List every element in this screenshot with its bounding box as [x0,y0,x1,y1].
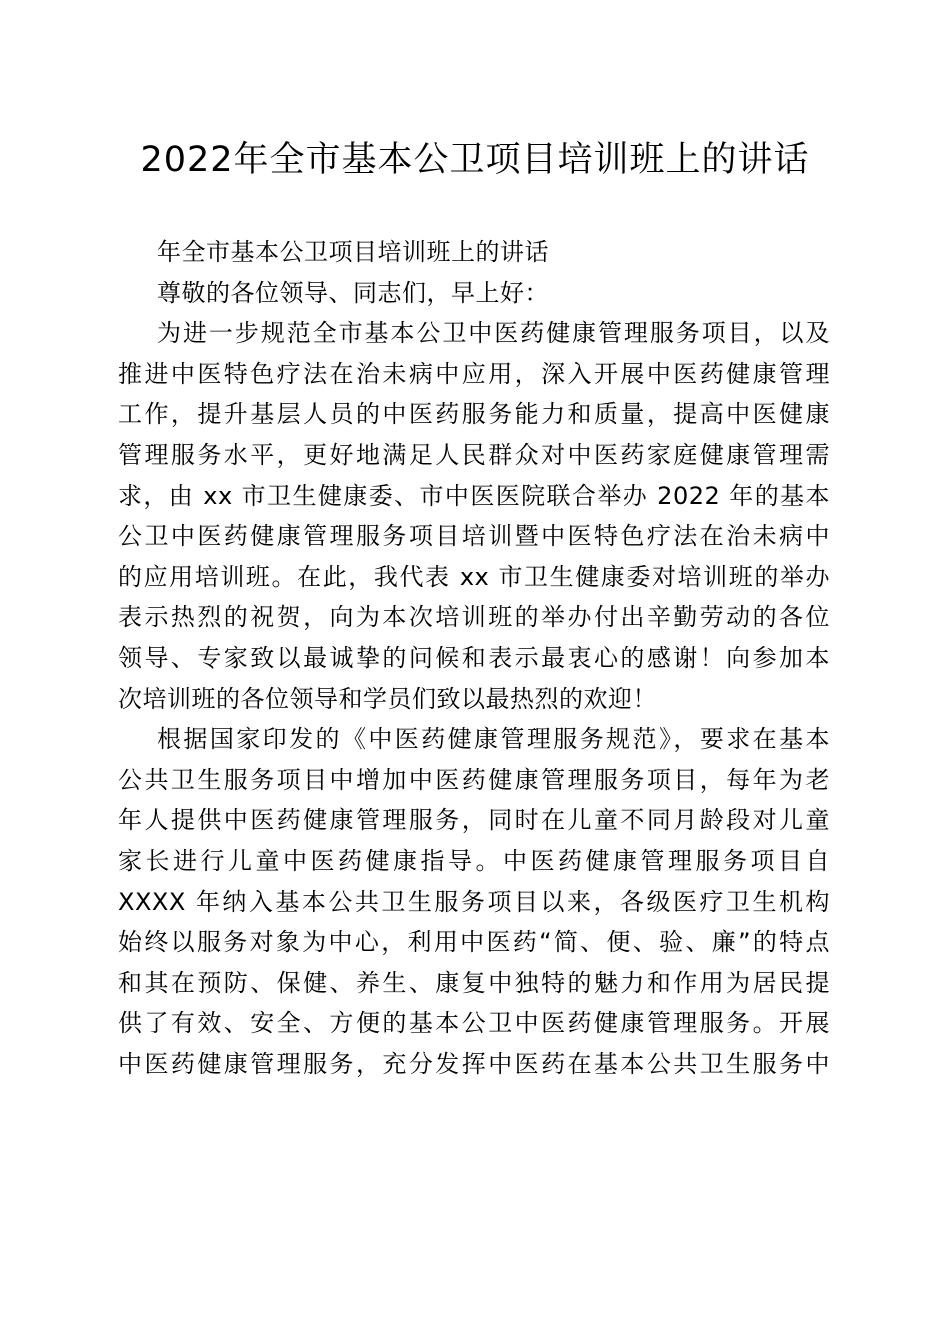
paragraph-line: 管理服务水平，更好地满足人民群众对中医药家庭健康管理需 [118,440,830,469]
paragraph-line: 尊敬的各位领导、同志们，早上好： [157,278,549,307]
paragraph-line: 为进一步规范全市基本公卫中医药健康管理服务项目，以及 [157,319,830,348]
document-title: 2022年全市基本公卫项目培训班上的讲话 [140,140,810,180]
paragraph-line: 推进中医特色疗法在治未病中应用，深入开展中医药健康管理 [118,359,830,388]
document-body [118,232,830,1084]
paragraph-line: 求，由 xx 市卫生健康委、市中医医院联合举办 2022 年的基本 [118,481,830,510]
paragraph-line: 年全市基本公卫项目培训班上的讲话 [157,238,549,266]
paragraph-line: 的应用培训班。在此，我代表 xx 市卫生健康委对培训班的举办 [118,562,830,591]
paragraph-line: 供了有效、安全、方便的基本公卫中医药健康管理服务。开展 [118,1009,830,1038]
paragraph-line: 年人提供中医药健康管理服务，同时在儿童不同月龄段对儿童 [118,806,830,835]
paragraph-line: 表示热烈的祝贺，向为本次培训班的举办付出辛勤劳动的各位 [118,603,830,632]
paragraph-line: 公卫中医药健康管理服务项目培训暨中医特色疗法在治未病中 [118,522,830,551]
paragraph-line: 工作，提升基层人员的中医药服务能力和质量，提高中医健康 [118,400,830,429]
paragraph-line: 中医药健康管理服务，充分发挥中医药在基本公共卫生服务中 [118,1049,830,1078]
paragraph-line: 始终以服务对象为中心，利用中医药“简、便、验、廉”的特点 [118,928,830,957]
paragraph-line: 次培训班的各位领导和学员们致以最热烈的欢迎！ [118,684,657,713]
paragraph-line: 根据国家印发的《中医药健康管理服务规范》，要求在基本 [157,725,830,754]
paragraph-line: XXXX 年纳入基本公共卫生服务项目以来，各级医疗卫生机构 [118,887,830,916]
paragraph-line: 家长进行儿童中医药健康指导。中医药健康管理服务项目自 [118,846,830,875]
paragraph-line: 和其在预防、保健、养生、康复中独特的魅力和作用为居民提 [118,968,830,997]
paragraph-line: 领导、专家致以最诚挚的问候和表示最衷心的感谢！向参加本 [118,643,830,672]
paragraph-line: 公共卫生服务项目中增加中医药健康管理服务项目，每年为老 [118,765,830,794]
